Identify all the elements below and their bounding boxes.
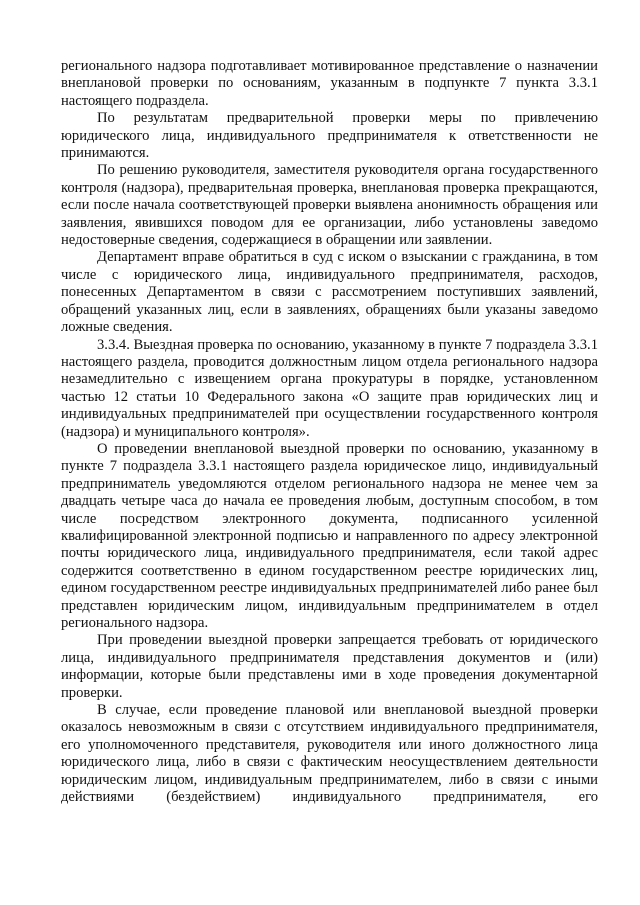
document-page: [61, 58, 598, 806]
paragraph-5: 3.3.4. Выездная проверка по основанию, указанному в пункте 7 подраздела 3.3.1 настоящего раздела, проводится должностным лицом отдела регионального надзора незамедлительно с извещением органа прокуратуры в порядке, установленном частью 12 статьи 10 Федерального закона «О защите прав юридических лиц и индивидуальных предпринимателей при осуществлении государственного контроля (надзора) и муниципального контроля».: [61, 336, 598, 440]
paragraph-3: По решению руководителя, заместителя руководителя органа государственного контроля (надзора), предварительная проверка, внеплановая проверка прекращаются, если после начала соответствующей проверки выявлена анонимность обращения или заявления, явившихся поводом для ее организации, либо установлены заведомо недостоверные сведения, содержащиеся в обращении или заявлении.: [61, 162, 598, 249]
paragraph-4: Департамент вправе обратиться в суд с иском о взыскании с гражданина, в том числе с юридического лица, индивидуального предпринимателя, расходов, понесенных Департаментом в связи с рассмотрением поступивших заявлений, обращений указанных лиц, если в заявлениях, обращениях были указаны заведомо ложные сведения.: [61, 249, 598, 336]
paragraph-1: регионального надзора подготавливает мотивированное представление о назначении внеплановой проверки по основаниям, указанным в подпункте 7 пункта 3.3.1 настоящего подраздела.: [61, 58, 598, 109]
paragraph-8: В случае, если проведение плановой или внеплановой выездной проверки оказалось невозможным в связи с отсутствием индивидуального предпринимателя, его уполномоченного представителя, руководителя или иного должностного лица юридического лица, либо в связи с фактическим неосуществлением деятельности юридическим лицом, индивидуальным предпринимателем, либо в связи с иными действиями (бездействием) индивидуального предпринимателя, его: [61, 702, 598, 806]
paragraph-6: О проведении внеплановой выездной проверки по основанию, указанному в пункте 7 подраздела 3.3.1 настоящего раздела юридическое лицо, индивидуальный предприниматель уведомляются отделом регионального надзора не менее чем за двадцать четыре часа до начала ее проведения любым, доступным способом, в том числе посредством электронного документа, подписанного усиленной квалифицированной электронной подписью и направленного по адресу электронной почты юридического лица, индивидуального предпринимателя, если такой адрес содержится соответственно в едином государственном реестре юридических лиц, едином государственном реестре индивидуальных предпринимателей либо ранее был представлен юридическим лицом, индивидуальным предпринимателем в отдел регионального надзора.: [61, 440, 598, 631]
paragraph-2: По результатам предварительной проверки меры по привлечению юридического лица, индивидуального предпринимателя к ответственности не принимаются.: [61, 110, 598, 162]
paragraph-7: При проведении выездной проверки запрещается требовать от юридического лица, индивидуального предпринимателя представления документов и (или) информации, которые были представлены ими в ходе проведения документарной проверки.: [61, 632, 598, 701]
